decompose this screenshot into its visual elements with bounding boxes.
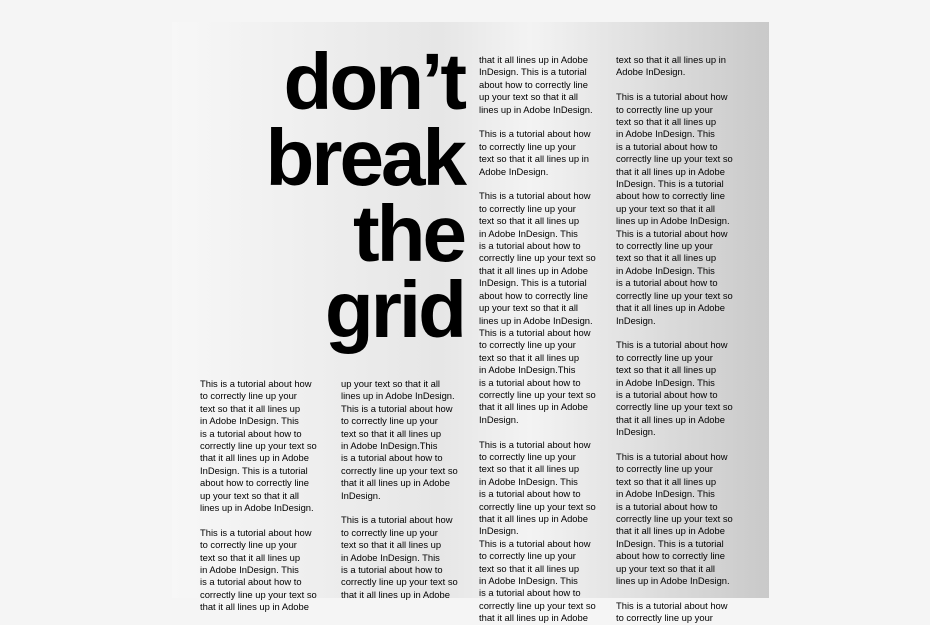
paragraph: This is a tutorial about how to correctly line up your text so that it all lines up in Adobe InDesign. This is a tutorial about how to correctly line up your text so that it all lines up in Adobe InDesign. bbox=[616, 339, 733, 438]
paragraph: This is a tutorial about how to correctly line up your text so that it all lines up in Adobe InDesign. This is a tutorial about how to correctly line up your text so that it all lines up in Adobe InDesign. This is a tutorial about how to correctly line up your text so that it all lines up in Adobe InDesign. bbox=[616, 450, 733, 587]
paragraph: This is a tutorial about how to correctly line up your text so that it all lines up in Adobe InDesign. This is a tutorial about how to correctly line up your text so that it all lines up in Adobe InDesign. This is a tutorial about how to correctly line up your text so that it all lines up in Adobe InDesign. bbox=[200, 378, 317, 514]
headline-line: grid bbox=[324, 265, 464, 354]
headline-line: don’t bbox=[283, 37, 464, 126]
headline-line: break bbox=[265, 113, 464, 202]
paragraph: This is a tutorial about how to correctly line up your bbox=[616, 599, 728, 624]
paragraph: This is a tutorial about how to correctly line up your text so that it all lines up in Adobe InDesign. This is a tutorial about how to correctly line up your text so that it all lines up in Adobe InDesign. This is a tutorial about how to correctly line up your text so that it all lines up in Adobe InDesign. This is a tutorial about how to correctly line up your text so that it all lines up in Adobe InDesign. This is a tutorial about how to correctly line up your text so that it all lines up in Adobe InDesign. bbox=[616, 91, 733, 326]
paragraph: This is a tutorial about how to correctly line up your text so that it all lines up in Adobe InDesign. This is a tutorial about how to correctly line up your text so that it all lines up in Adobe bbox=[341, 514, 458, 600]
text-column-1 bbox=[200, 378, 324, 613]
paragraph: This is a tutorial about how to correctly line up your text so that it all lines up in Adobe InDesign. This is a tutorial about how to correctly line up your text so that it all lines up in Adobe InDesign. This is a tutorial about how to correctly line up your text so that it all lines up in Adobe InDesign. This is a tutorial about how to correctly line up your text so that it all lines up in Adobe bbox=[479, 438, 596, 624]
headline-line: the bbox=[353, 189, 464, 278]
paragraph: This is a tutorial about how to correctly line up your text so that it all lines up in Adobe InDesign. This is a tutorial about how to correctly line up your text so that it all lines up in Adobe bbox=[200, 526, 317, 613]
paragraph: up your text so that it all lines up in Adobe InDesign. This is a tutorial about how to correctly line up your text so that it all lines up in Adobe InDesign.This is a tutorial about how to correctly line up your text so that it all lines up in Adobe InDesign. bbox=[341, 378, 458, 501]
paragraph: that it all lines up in Adobe InDesign. This is a tutorial about how to correctly line up your text so that it all lines up in Adobe InDesign. bbox=[479, 54, 593, 115]
document-page bbox=[172, 22, 769, 624]
text-column-2 bbox=[341, 378, 465, 598]
paragraph: This is a tutorial about how to correctly line up your text so that it all lines up in Adobe InDesign. bbox=[479, 128, 591, 177]
paragraph: text so that it all lines up in Adobe InDesign. bbox=[616, 54, 726, 78]
text-column-3 bbox=[479, 54, 603, 624]
text-column-4 bbox=[616, 54, 740, 624]
paragraph: This is a tutorial about how to correctly line up your text so that it all lines up in Adobe InDesign. This is a tutorial about how to correctly line up your text so that it all lines up in Adobe InDesign. This is a tutorial about how to correctly line up your text so that it all lines up in Adobe InDesign. This is a tutorial about how to correctly line up your text so that it all lines up in Adobe InDesign.This is a tutorial about how to correctly line up your text so that it all lines up in Adobe InDesign. bbox=[479, 190, 596, 425]
headline bbox=[202, 37, 464, 354]
